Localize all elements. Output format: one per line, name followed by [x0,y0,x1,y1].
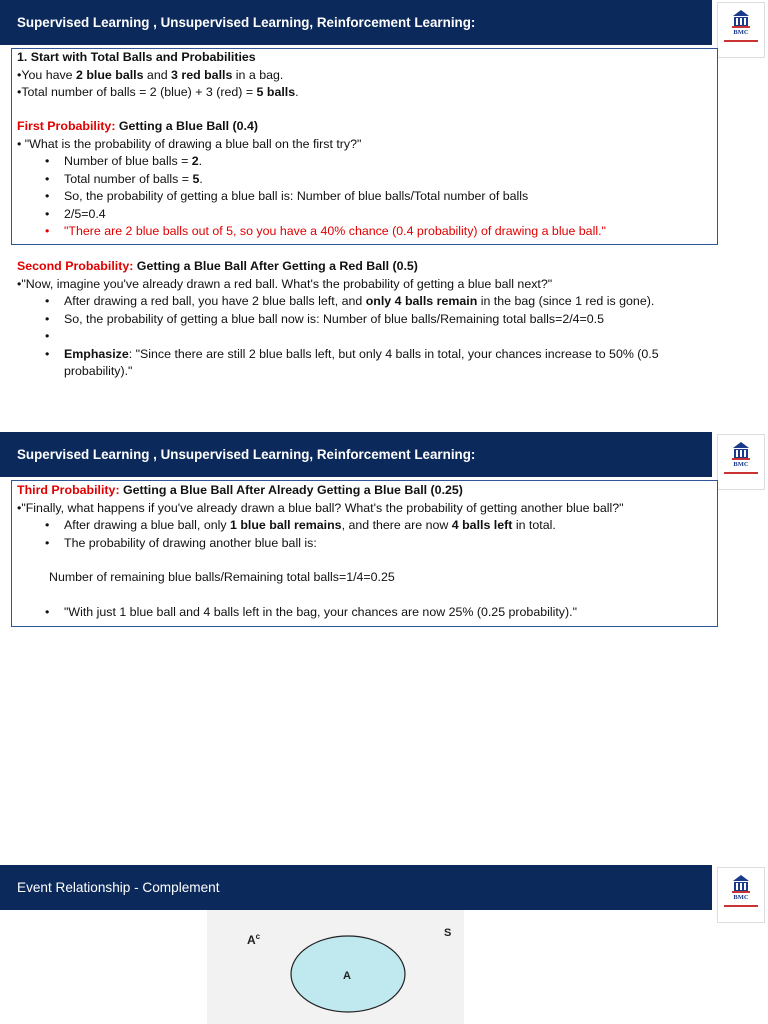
slide-title: Event Relationship - Complement [17,880,220,895]
step1-line1: •You have 2 blue balls and 3 red balls in a bag. [17,67,284,82]
second-probability-block [17,258,727,381]
logo-underline [724,905,758,907]
second-probability-label: Second Probability: [17,259,134,273]
list-item: • "With just 1 blue ball and 4 balls left in the bag, your chances are now 25% (0.25 probability)." [0,604,717,622]
slide-header [0,0,712,45]
second-probability-list [0,293,727,381]
building-icon [729,872,753,894]
bmc-logo [717,867,765,923]
building-icon [729,7,753,29]
list-item: • Emphasize: "Since there are still 2 blue balls left, but only 4 balls in total, your chances increase to 50% (0.5 probability)." [0,346,727,381]
slide-3 [0,865,768,1024]
building-icon [729,439,753,461]
logo-text: BMC [733,29,749,36]
logo-text: BMC [733,461,749,468]
list-item: • "There are 2 blue balls out of 5, so you have a 40% chance (0.4 probability) of drawing a blue ball." [0,223,717,241]
slide-2 [0,432,768,852]
list-item: • So, the probability of getting a blue ball now is: Number of blue balls/Remaining total balls=2/4=0.5 [0,311,727,329]
list-item: • After drawing a red ball, you have 2 blue balls left, and only 4 balls remain in the bag (since 1 red is gone). [0,293,727,311]
logo-underline [724,472,758,474]
list-item: • The probability of drawing another blue ball is: [0,535,717,553]
sample-space-label: S [444,927,452,939]
step1-title: 1. Start with Total Balls and Probabilities [17,50,256,64]
step1-line2: •Total number of balls = 2 (blue) + 3 (red) = 5 balls. [17,85,299,99]
slide-title: Supervised Learning , Unsupervised Learning, Reinforcement Learning: [17,15,476,30]
first-probability-heading [17,118,717,136]
logo-underline [724,40,758,42]
third-probability-title: Getting a Blue Ball After Already Getting a Blue Ball (0.25) [119,483,463,497]
first-probability-question: • "What is the probability of drawing a blue ball on the first try?" [17,136,362,151]
third-probability-list-2 [0,604,717,622]
first-probability-label: First Probability: [17,119,116,133]
bmc-logo [717,2,765,58]
third-probability-list [0,517,717,552]
first-probability-block [17,118,717,241]
venn-svg [207,910,464,1024]
list-item: • Total number of balls = 5. [0,171,717,189]
venn-diagram [207,910,464,1024]
formula-line: Number of remaining blue balls/Remaining total balls=1/4=0.25 [49,570,395,584]
slide-1 [0,0,768,420]
list-item: • 2/5=0.4 [0,206,717,224]
list-item: • After drawing a blue ball, only 1 blue ball remains, and there are now 4 balls left in total. [0,517,717,535]
third-probability-heading [17,482,717,500]
third-probability-block [17,482,717,621]
list-item: • Number of blue balls = 2. [0,153,717,171]
step1-block [17,49,707,102]
complement-label: $A^c$ [247,932,261,947]
first-probability-list [0,153,717,241]
slide-header [0,865,712,910]
third-probability-question: •"Finally, what happens if you've already drawn a blue ball? What's the probability of getting another blue ball?" [17,500,624,515]
event-a-label: A [343,970,351,982]
third-probability-label: Third Probability: [17,483,120,497]
list-item [0,328,727,346]
logo-text: BMC [733,894,749,901]
second-probability-title: Getting a Blue Ball After Getting a Red Ball (0.5) [133,259,418,273]
slide-header [0,432,712,477]
first-probability-title: Getting a Blue Ball (0.4) [115,119,258,133]
list-item: • So, the probability of getting a blue ball is: Number of blue balls/Total number of balls [0,188,717,206]
bmc-logo [717,434,765,490]
slide-title: Supervised Learning , Unsupervised Learning, Reinforcement Learning: [17,447,476,462]
second-probability-question: •"Now, imagine you've already drawn a red ball. What's the probability of getting a blue ball next?" [17,276,553,291]
second-probability-heading [17,258,727,276]
